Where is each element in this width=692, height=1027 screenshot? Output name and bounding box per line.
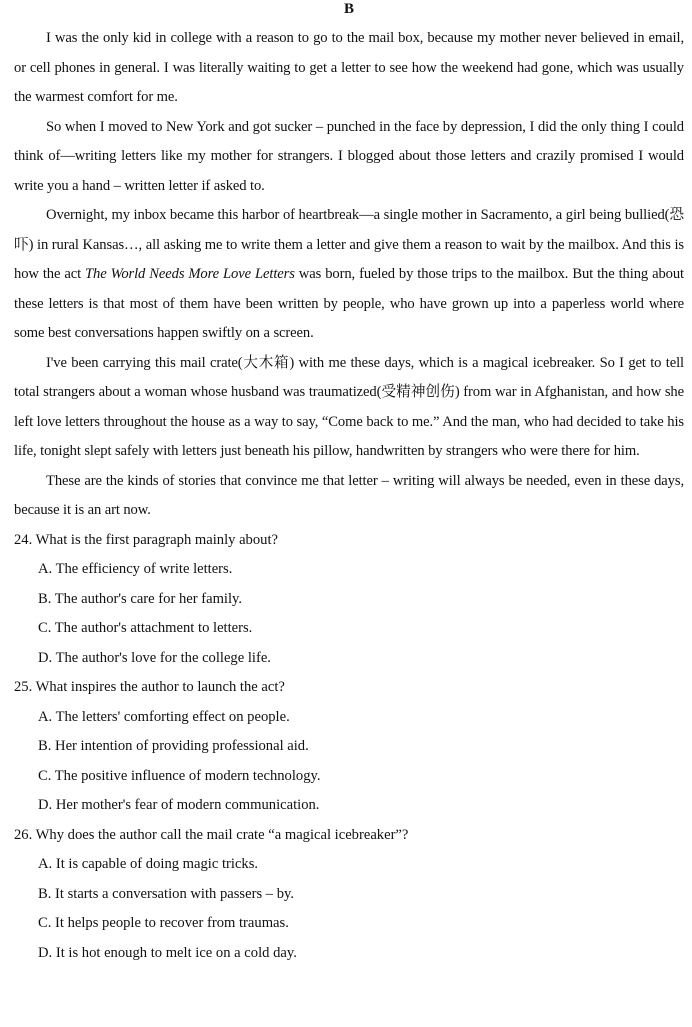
- passage-paragraph-2: So when I moved to New York and got sucker – punched in the face by depression, I did the only thing I could think of—writing letters like my mother for strangers. I blogged about those letters and crazily promised I would write you a hand – written letter if asked to.: [14, 118, 684, 194]
- question-number: 26.: [14, 826, 33, 843]
- question-number: 25.: [14, 679, 33, 695]
- question-24: [14, 526, 684, 674]
- section-label: B: [343, 1, 354, 17]
- option-a: A. The letters' comforting effect on people.: [38, 708, 290, 725]
- option-d: D. Her mother's fear of modern communication.: [38, 797, 320, 813]
- option-b: B. It starts a conversation with passers – by.: [38, 885, 295, 902]
- paragraph-3-text-after: was born, fueled by those trips to the mailbox. But the thing about these letters is that most of them have been written by people, who have grown up into a paperless world where some best conversations happen swiftly on a screen.: [14, 266, 685, 341]
- option-d: D. It is hot enough to melt ice on a cold day.: [38, 944, 297, 961]
- paragraph-3-text-before: Overnight, my inbox became this harbor of heartbreak—a single mother in Sacramento, a girl being bullied(恐吓) in rural Kansas…, all asking me to write them a letter and give them a reason to wait by the mailbox. And this is how the act: [14, 207, 684, 282]
- question-stem: [14, 526, 684, 556]
- question-text: Why does the author call the mail crate “a magical icebreaker”?: [35, 826, 409, 843]
- question-26: [14, 821, 684, 969]
- passage-paragraph-5: These are the kinds of stories that convince me that letter – writing will always be needed, even in these days, because it is an art now.: [14, 472, 684, 518]
- act-title: The World Needs More Love Letters: [85, 266, 295, 282]
- option-c: C. It helps people to recover from traumas.: [38, 915, 289, 931]
- passage-paragraph-3: [14, 201, 684, 349]
- question-text: What inspires the author to launch the act?: [35, 679, 285, 695]
- passage-paragraph-4: I've been carrying this mail crate(大木箱) with me these days, which is a magical icebreaker. So I get to tell total strangers about a woman whose husband was traumatized(受精神创伤) from war in Afghanistan, and how she left love letters throughout the house as a way to say, “Come back to me.” And the man, who had decided to take his life, tonight slept safely with letters just beneath his pillow, handwritten by strangers who were there for him.: [14, 354, 684, 459]
- option-a: A. The efficiency of write letters.: [38, 561, 233, 577]
- question-stem: [14, 821, 684, 851]
- question-stem: [14, 673, 684, 703]
- option-d: D. The author's love for the college life.: [38, 649, 271, 666]
- option-b: B. Her intention of providing professional aid.: [38, 738, 309, 754]
- option-a: A. It is capable of doing magic tricks.: [38, 856, 259, 872]
- option-b: B. The author's care for her family.: [38, 590, 243, 607]
- question-25: [14, 673, 684, 821]
- option-c: C. The positive influence of modern technology.: [38, 767, 321, 784]
- question-number: 24.: [14, 531, 33, 548]
- question-text: What is the first paragraph mainly about?: [35, 531, 278, 548]
- passage-paragraph-1: I was the only kid in college with a reason to go to the mail box, because my mother never believed in email, or cell phones in general. I was literally waiting to get a letter to see how the weekend had gone, which was usually the warmest comfort for me.: [14, 30, 684, 105]
- option-c: C. The author's attachment to letters.: [38, 620, 253, 636]
